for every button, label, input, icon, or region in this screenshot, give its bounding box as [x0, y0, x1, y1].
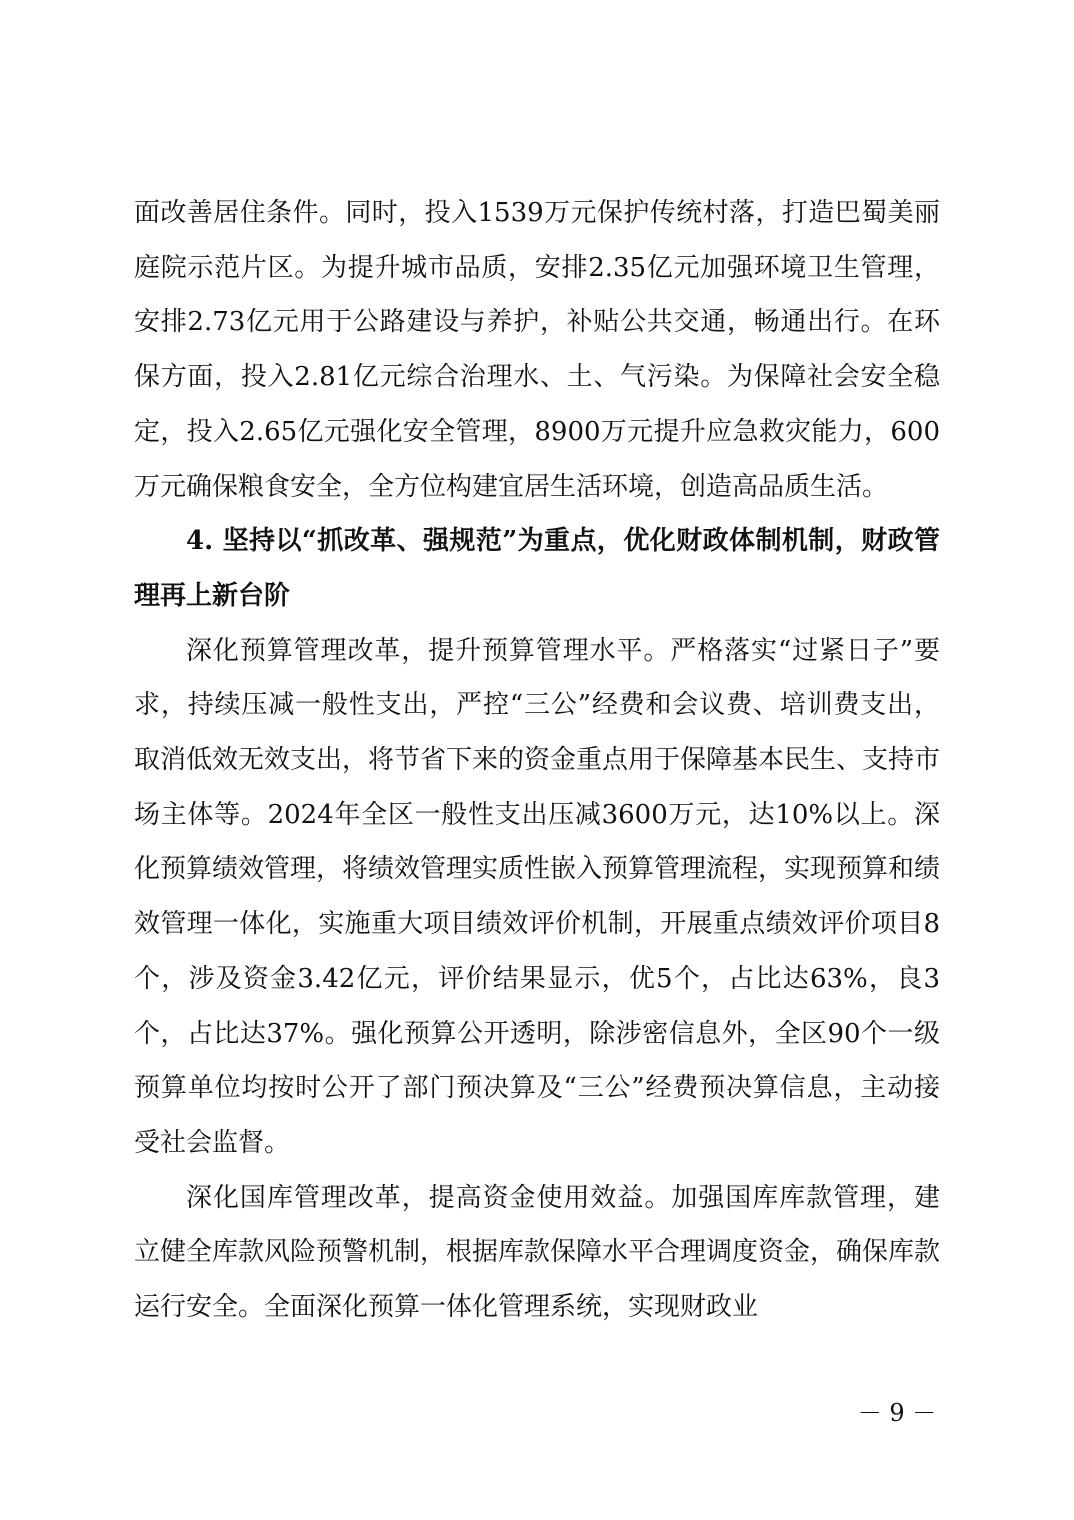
section-heading: [134, 514, 940, 623]
paragraph-budget-reform: [134, 624, 940, 1171]
paragraph-text: 面改善居住条件。同时，投入1539万元保护传统村落，打造巴蜀美丽庭院示范片区。为提升城市品质，安排2.35亿元加强环境卫生管理，安排2.73亿元用于公路建设与养护，补贴公共交通，畅通出行。在环保方面，投入2.81亿元综合治理水、土、气污染。为保障社会安全稳定，投入2.65亿元强化安全管理，8900万元提升应急救灾能力，600万元确保粮食安全，全方位构建宜居生活环境，创造高品质生活。: [134, 198, 940, 502]
paragraph-continuation: [134, 186, 940, 514]
paragraph-lead: 深化国库管理改革，提高资金使用效益。: [186, 1182, 672, 1213]
page-number: － 9 －: [857, 1399, 937, 1427]
paragraph-text: 严格落实“过紧日子”要求，持续压减一般性支出，严控“三公”经费和会议费、培训费支出，取消低效无效支出，将节省下来的资金重点用于保障基本民生、支持市场主体等。2024年全区一般性支出压减3600万元，达10%以上。深化预算绩效管理，将绩效管理实质性嵌入预算管理流程，实现预算和绩效管理一体化，实施重大项目绩效评价机制，开展重点绩效评价项目8个，涉及资金3.42亿元，评价结果显示，优5个，占比达63%，良3个，占比达37%。强化预算公开透明，除涉密信息外，全区90个一级预算单位均按时公开了部门预决算及“三公”经费预决算信息，主动接受社会监督。: [134, 635, 941, 1158]
paragraph-treasury-reform: [134, 1171, 940, 1335]
section-heading-text: 4. 坚持以“抓改革、强规范”为重点，优化财政体制机制，财政管理再上新台阶: [134, 526, 940, 611]
paragraph-lead: 深化预算管理改革，提升预算管理水平。: [186, 635, 671, 666]
body-text: [134, 186, 940, 1335]
paragraph-text: 加强国库库款管理，建立健全库款风险预警机制，根据库款保障水平合理调度资金，确保库款运行安全。全面深化预算一体化管理系统，实现财政业: [134, 1182, 941, 1323]
